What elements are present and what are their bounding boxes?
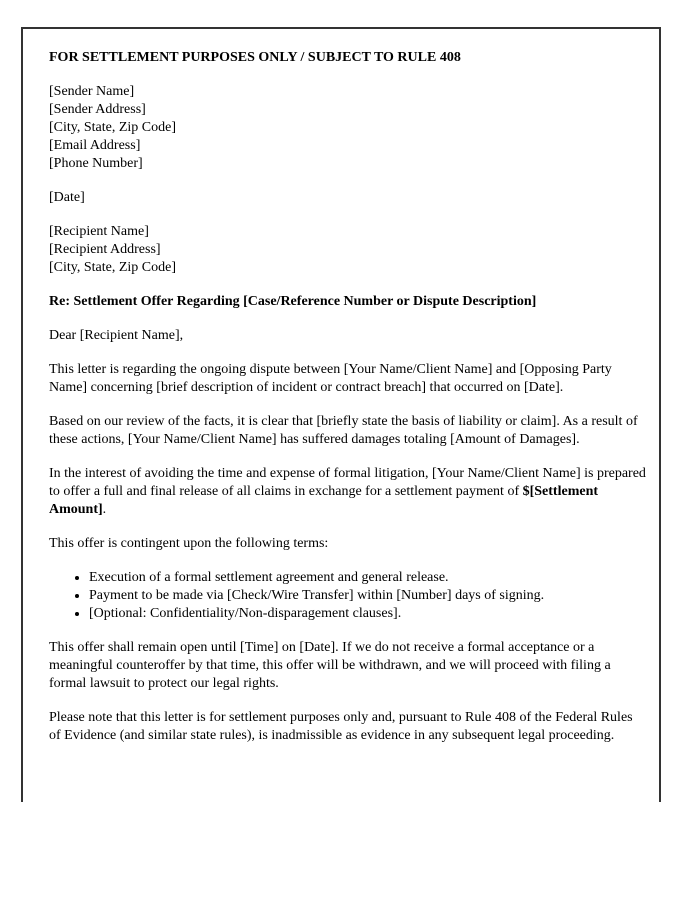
term-item-release: • Execution of a formal settlement agreement and general release. bbox=[89, 569, 647, 587]
sender-email-line: [Email Address] bbox=[49, 138, 141, 153]
offer-text-post: . bbox=[102, 502, 107, 517]
recipient-address-line: [Recipient Address] bbox=[49, 242, 161, 257]
sender-address-block bbox=[49, 83, 647, 173]
term-item-confidentiality: • [Optional: Confidentiality/Non-disparagement clauses]. bbox=[89, 605, 647, 623]
paragraph-liability: Based on our review of the facts, it is clear that [briefly state the basis of liability or claim]. As a result of these actions, [Your Name/Client Name] has suffered damages totaling [Amount of Damages]. bbox=[49, 414, 638, 447]
recipient-address-block bbox=[49, 223, 647, 277]
terms-list bbox=[49, 569, 647, 623]
paragraph-terms-intro: This offer is contingent upon the following terms: bbox=[49, 536, 329, 551]
sender-city-line: [City, State, Zip Code] bbox=[49, 120, 177, 135]
paragraph-dispute: This letter is regarding the ongoing dispute between [Your Name/Client Name] and [Opposing Party Name] concerning [brief description of incident or contract breach] that occurred on [Date]. bbox=[49, 362, 612, 395]
sender-name-line: [Sender Name] bbox=[49, 84, 135, 99]
recipient-name-line: [Recipient Name] bbox=[49, 224, 149, 239]
date-line: [Date] bbox=[49, 190, 85, 205]
letter-page bbox=[21, 27, 661, 802]
settlement-amount: $[Settlement Amount] bbox=[49, 484, 599, 517]
sender-address-line: [Sender Address] bbox=[49, 102, 146, 117]
confidentiality-header: FOR SETTLEMENT PURPOSES ONLY / SUBJECT TO RULE 408 bbox=[49, 50, 461, 65]
paragraph-offer bbox=[49, 465, 647, 519]
salutation: Dear [Recipient Name], bbox=[49, 328, 184, 343]
paragraph-deadline: This offer shall remain open until [Time] on [Date]. If we do not receive a formal acceptance or a meaningful counteroffer by that time, this offer will be withdrawn, and we will proceed with filing a formal lawsuit to protect our legal rights. bbox=[49, 640, 611, 691]
offer-text-pre: In the interest of avoiding the time and expense of formal litigation, [Your Name/Client Name] is prepared to offer a full and final release of all claims in exchange for a settlement payment of bbox=[49, 466, 646, 499]
recipient-city-line: [City, State, Zip Code] bbox=[49, 260, 177, 275]
subject-line: Re: Settlement Offer Regarding [Case/Reference Number or Dispute Description] bbox=[49, 294, 537, 309]
paragraph-rule408: Please note that this letter is for settlement purposes only and, pursuant to Rule 408 of the Federal Rules of Evidence (and similar state rules), is inadmissible as evidence in any subsequent legal proceeding. bbox=[49, 710, 633, 743]
sender-phone-line: [Phone Number] bbox=[49, 156, 143, 171]
term-item-payment: • Payment to be made via [Check/Wire Transfer] within [Number] days of signing. bbox=[89, 587, 647, 605]
